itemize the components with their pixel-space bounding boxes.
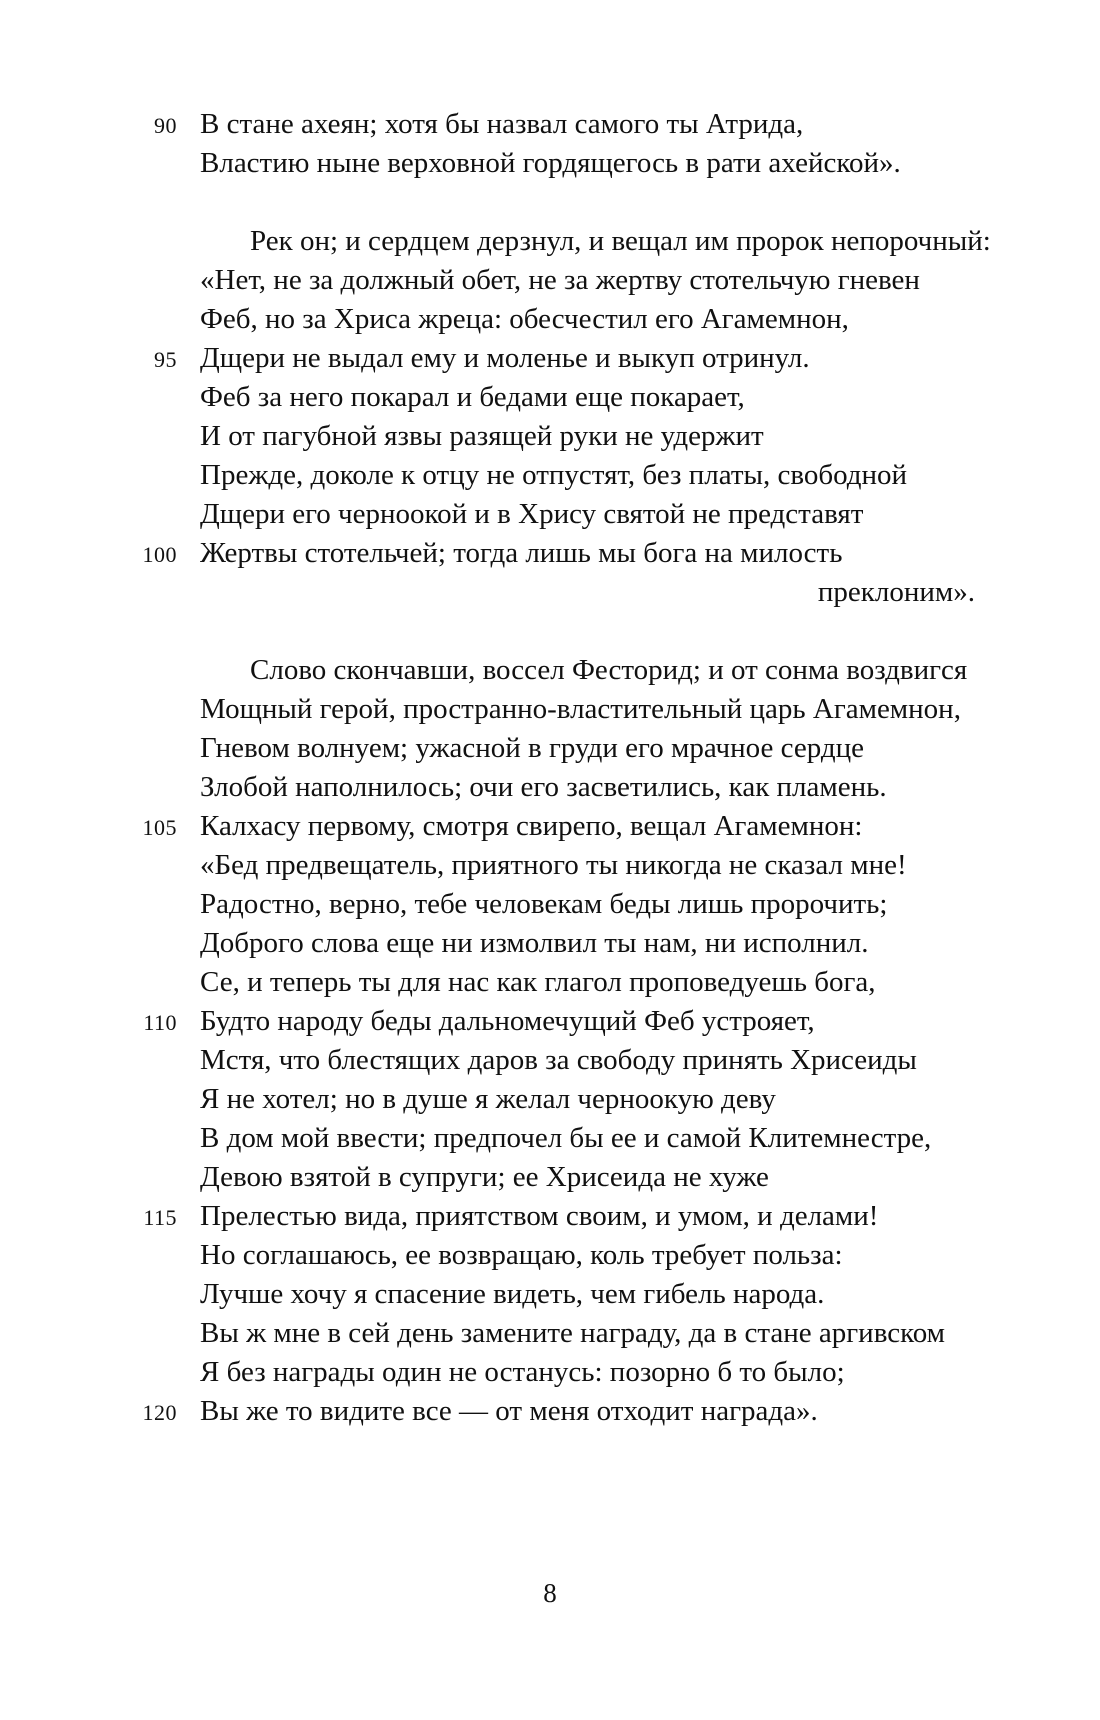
verse-line xyxy=(0,1194,1100,1238)
verse-line xyxy=(0,960,1100,1004)
line-number: 110 xyxy=(143,1010,177,1035)
verse-line xyxy=(0,1233,1100,1277)
verse-text: Калхасу первому, смотря свирепо, вещал Агамемнон: xyxy=(200,810,863,842)
verse-text: «Бед предвещатель, приятного ты никогда не сказал мне! xyxy=(200,849,907,881)
verse-text: Феб, но за Хриса жреца: обесчестил его Агамемнон, xyxy=(200,303,849,335)
verse-text: Вы же то видите все — от меня отходит награда». xyxy=(200,1395,818,1427)
verse-line xyxy=(0,1389,1100,1433)
verse-text: «Нет, не за должный обет, не за жертву стотельчую гневен xyxy=(200,264,920,296)
page-number: 8 xyxy=(543,1578,557,1608)
verse-text: И от пагубной язвы разящей руки не удержит xyxy=(200,420,764,452)
verse-text: Рек он; и сердцем дерзнул, и вещал им пророк непорочный: xyxy=(250,225,991,257)
verse-line xyxy=(0,219,1100,263)
verse-line xyxy=(0,102,1100,146)
verse-line xyxy=(0,726,1100,770)
verse-line xyxy=(0,414,1100,458)
verse-line xyxy=(0,1038,1100,1082)
verse-line xyxy=(0,297,1100,341)
verse-text: Властию ныне верховной гордящегось в рати ахейской». xyxy=(200,147,901,179)
verse-line xyxy=(0,1350,1100,1394)
line-number: 100 xyxy=(142,542,177,567)
verse-line xyxy=(0,1311,1100,1355)
verse-text: Прелестью вида, приятством своим, и умом, и делами! xyxy=(200,1200,879,1232)
verse-text: Се, и теперь ты для нас как глагол проповедуешь бога, xyxy=(200,966,876,998)
verse-text: Прежде, доколе к отцу не отпустят, без платы, свободной xyxy=(200,459,908,491)
line-number: 105 xyxy=(142,815,177,840)
line-number: 115 xyxy=(143,1205,177,1230)
verse-line xyxy=(0,336,1100,380)
verse-line xyxy=(0,687,1100,731)
line-number: 120 xyxy=(142,1400,177,1425)
verse-text: Вы ж мне в сей день замените награду, да в стане аргивском xyxy=(200,1317,946,1349)
verse-line xyxy=(0,882,1100,926)
verse-text: Гневом волнуем; ужасной в груди его мрачное сердце xyxy=(200,732,864,764)
verse-text: Девою взятой в супруги; ее Хрисеида не хуже xyxy=(200,1161,769,1193)
verse-text: Я не хотел; но в душе я желал черноокую деву xyxy=(200,1083,776,1115)
verse-line xyxy=(0,531,1100,575)
verse-text: Радостно, верно, тебе человекам беды лишь пророчить; xyxy=(200,888,888,920)
verse-line xyxy=(0,141,1100,185)
verse-line xyxy=(0,453,1100,497)
verse-text: Слово скончавши, воссел Фесторид; и от сонма воздвигся xyxy=(250,654,968,686)
verse-line xyxy=(0,843,1100,887)
verse-line xyxy=(0,765,1100,809)
verse-line xyxy=(0,492,1100,536)
verse-line xyxy=(0,570,1100,614)
verse-text: Дщери не выдал ему и моленье и выкуп отринул. xyxy=(200,342,810,374)
verse-text: Жертвы стотельчей; тогда лишь мы бога на милость xyxy=(200,537,843,569)
verse-text: Я без награды один не останусь: позорно б то было; xyxy=(200,1356,845,1388)
verse-text: Злобой наполнилось; очи его засветились, как пламень. xyxy=(200,771,887,803)
verse-line xyxy=(0,1272,1100,1316)
verse-text: Лучше хочу я спасение видеть, чем гибель народа. xyxy=(200,1278,825,1310)
verse-line xyxy=(0,1116,1100,1160)
verse-line xyxy=(0,1155,1100,1199)
verse-text: Будто народу беды дальномечущий Феб устрояет, xyxy=(200,1005,815,1037)
verse-text: Но соглашаюсь, ее возвращаю, коль требует польза: xyxy=(200,1239,843,1271)
verse-text: В дом мой ввести; предпочел бы ее и самой Клитемнестре, xyxy=(200,1122,932,1154)
verse-text: Мощный герой, пространно-властительный царь Агамемнон, xyxy=(200,693,961,725)
line-number: 95 xyxy=(154,347,177,372)
verse-line xyxy=(0,1077,1100,1121)
verse-line xyxy=(0,258,1100,302)
verse-line xyxy=(0,921,1100,965)
verse-text: Мстя, что блестящих даров за свободу принять Хрисеиды xyxy=(200,1044,917,1076)
verse-text: В стане ахеян; хотя бы назвал самого ты Атрида, xyxy=(200,108,804,140)
verse-text: Феб за него покарал и бедами еще покарает, xyxy=(200,381,745,413)
line-number: 90 xyxy=(154,113,177,138)
verse-line xyxy=(0,999,1100,1043)
verse-line xyxy=(0,804,1100,848)
verse-line xyxy=(0,648,1100,692)
verse-text: Доброго слова еще ни измолвил ты нам, ни исполнил. xyxy=(200,927,869,959)
verse-line xyxy=(0,375,1100,419)
verse-text: преклоним». xyxy=(817,576,975,608)
verse-text: Дщери его черноокой и в Хрису святой не представят xyxy=(200,498,864,530)
